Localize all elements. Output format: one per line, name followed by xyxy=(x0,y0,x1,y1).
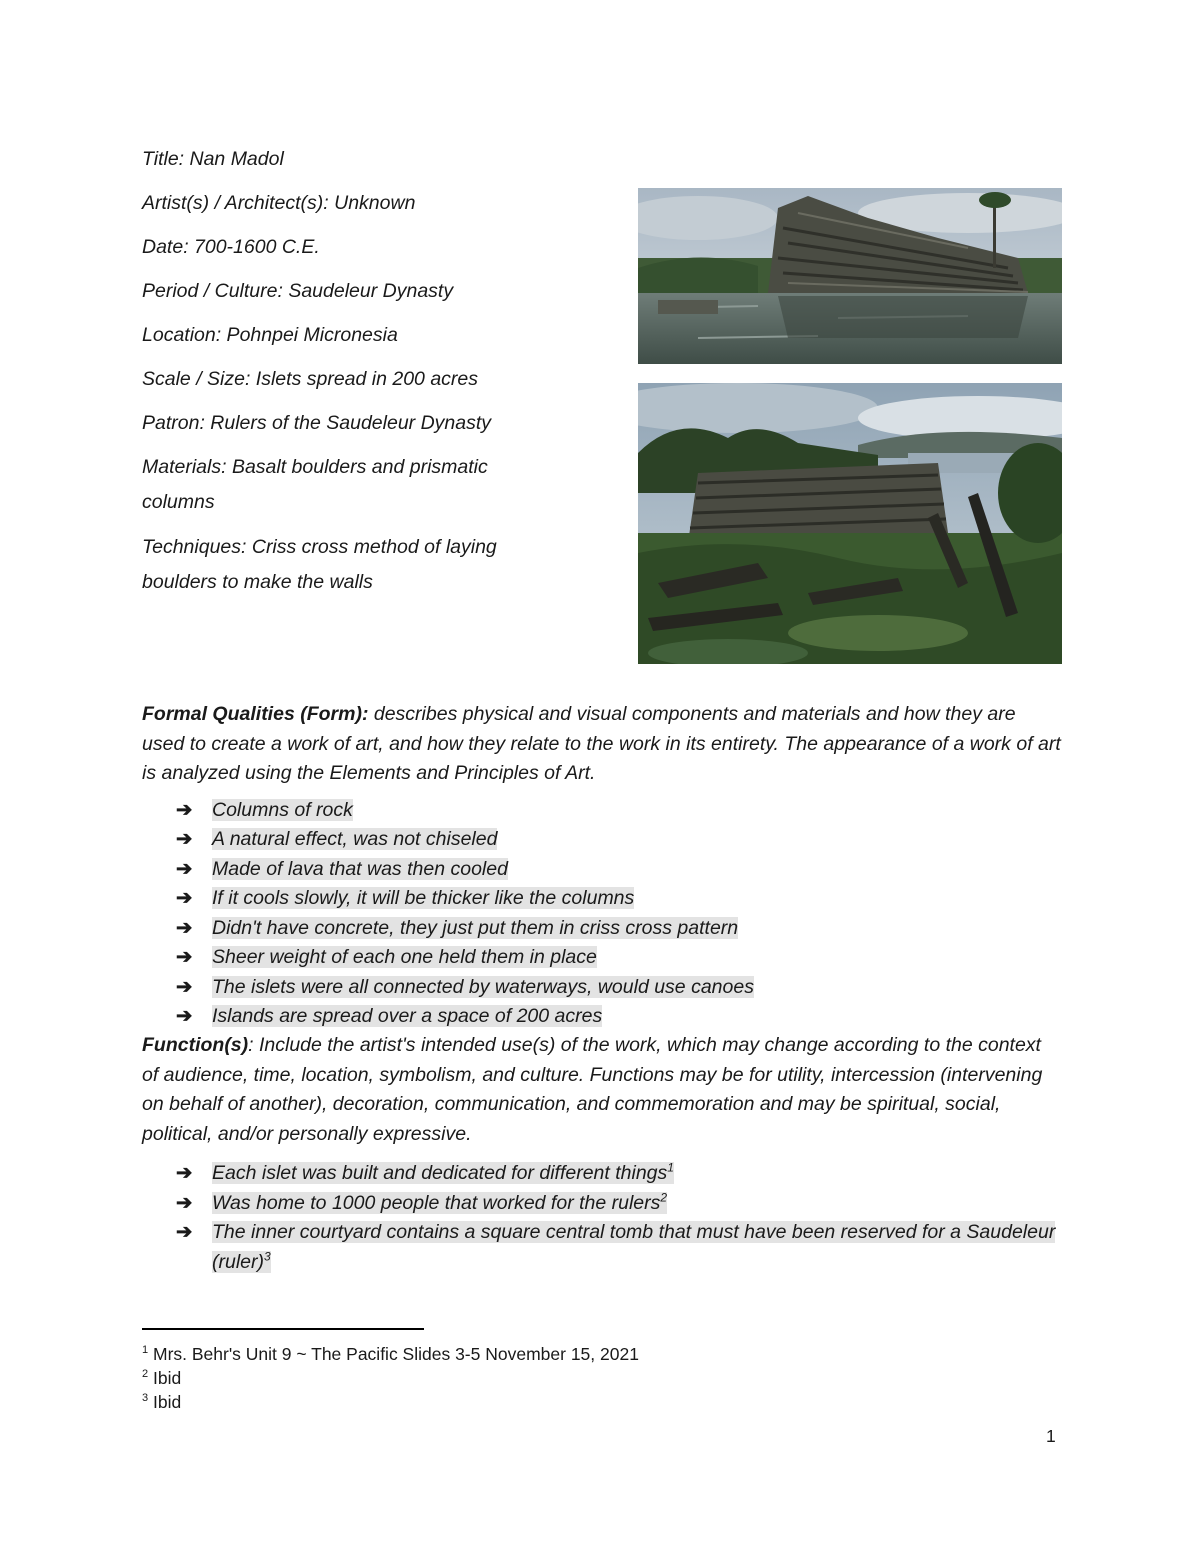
footnote-ref[interactable]: 2 xyxy=(660,1190,668,1204)
form-heading: Formal Qualities (Form): xyxy=(142,703,369,725)
nan-madol-wall-photo xyxy=(638,188,1062,364)
meta-period: Period / Culture: Saudeleur Dynasty xyxy=(142,280,454,302)
arrow-icon: ➔ xyxy=(176,828,193,850)
form-description: describes physical and visual components and materials and how they are used to create a work of art, and how they relate to the work in its entirety. The appearance of a work of art is analyzed using the Elements and Principles of Art. xyxy=(142,703,1061,784)
arrow-icon: ➔ xyxy=(176,916,193,939)
footnote-item: $^2$ Ibid xyxy=(142,1368,182,1388)
list-item: ➔ The inner courtyard contains a square central tomb that must have been reserved for a Saudeleur (ruler)$^3$ xyxy=(142,1218,1112,1277)
footnote-item: $^1$ Mrs. Behr's Unit 9 ~ The Pacific Slides 3-5 November 15, 2021 xyxy=(142,1344,639,1364)
meta-materials: Materials: Basalt boulders and prismatic columns xyxy=(142,456,488,513)
list-item: ➔ Didn't have concrete, they just put them in criss cross pattern xyxy=(142,914,1062,944)
arrow-icon: ➔ xyxy=(176,887,193,909)
arrow-icon: ➔ xyxy=(176,1005,193,1027)
artwork-metadata xyxy=(142,142,602,610)
arrow-icon: ➔ xyxy=(176,1221,193,1243)
nan-madol-ruins-photo xyxy=(638,383,1062,664)
arrow-icon: ➔ xyxy=(176,946,193,968)
list-item: ➔ Islands are spread over a space of 200 acres xyxy=(142,1002,1062,1032)
meta-date: Date: 700-1600 C.E. xyxy=(142,236,320,258)
meta-location: Location: Pohnpei Micronesia xyxy=(142,324,398,346)
footnote-divider xyxy=(142,1328,424,1330)
function-description: : Include the artist's intended use(s) of the work, which may change according to the context of audience, time, location, symbolism, and culture. Functions may be for utility, intercession (intervening on behalf of another), decoration, communication, and commemoration and may be spiritual, social, political, and/or personally expressive. xyxy=(142,1034,1043,1145)
formal-qualities-section xyxy=(142,700,1062,1032)
arrow-icon: ➔ xyxy=(176,975,193,998)
arrow-icon: ➔ xyxy=(176,1162,193,1184)
list-item: ➔ A natural effect, was not chiseled xyxy=(142,825,1062,855)
footnotes xyxy=(142,1342,639,1414)
function-bullet-list xyxy=(142,1159,1062,1277)
footnote-ref[interactable]: 1 xyxy=(667,1160,674,1175)
page-number: 1 xyxy=(1046,1426,1056,1446)
function-section xyxy=(142,1031,1062,1277)
list-item: ➔ Was home to 1000 people that worked for the rulers$^2$ xyxy=(142,1189,1062,1219)
footnote-item: $^3$ Ibid xyxy=(142,1392,182,1412)
footnote-ref[interactable]: 3 xyxy=(264,1249,271,1263)
meta-title: Title: Nan Madol xyxy=(142,148,284,170)
arrow-icon: ➔ xyxy=(176,1191,193,1214)
meta-scale: Scale / Size: Islets spread in 200 acres xyxy=(142,368,479,390)
function-paragraph xyxy=(142,1031,1062,1149)
meta-techniques: Techniques: Criss cross method of laying boulders to make the walls xyxy=(142,536,497,593)
list-item: ➔ Made of lava that was then cooled xyxy=(142,855,1062,885)
meta-patron: Patron: Rulers of the Saudeleur Dynasty xyxy=(142,412,492,434)
form-paragraph xyxy=(142,700,1062,789)
list-item: ➔ Columns of rock xyxy=(142,796,1062,826)
form-bullet-list xyxy=(142,796,1062,1032)
function-heading: Function(s) xyxy=(142,1034,249,1056)
list-item: ➔ Sheer weight of each one held them in place xyxy=(142,943,1062,973)
list-item: ➔ The islets were all connected by waterways, would use canoes xyxy=(142,973,1062,1003)
arrow-icon: ➔ xyxy=(176,798,193,821)
list-item: ➔ Each islet was built and dedicated for different things$^1$ xyxy=(142,1159,1062,1189)
arrow-icon: ➔ xyxy=(176,857,193,880)
list-item: ➔ If it cools slowly, it will be thicker like the columns xyxy=(142,884,1062,914)
meta-artist: Artist(s) / Architect(s): Unknown xyxy=(142,192,416,214)
